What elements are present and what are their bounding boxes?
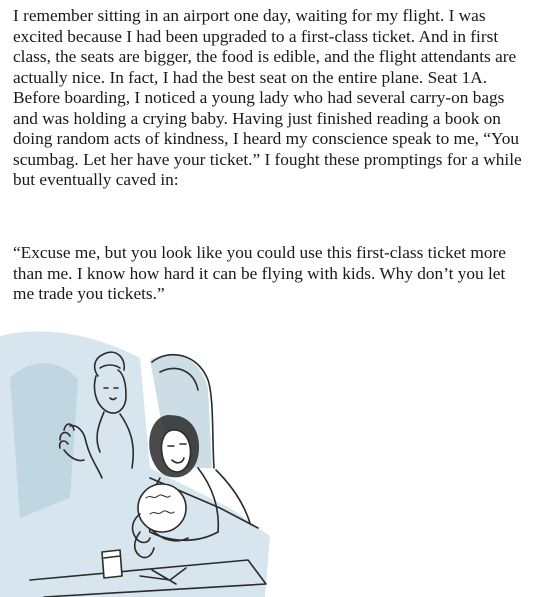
seat-shading: [0, 331, 270, 597]
story-paragraph-1: I remember sitting in an airport one day, waiting for my flight. I was excited because I had been upgraded to a first-class ticket. And in first class, the seats are bigger, the food is edible, and the flight attendants are actually nice. In fact, I had the best seat on the entire plane. Seat 1A. Before boarding, I noticed a young lady who had several carry-on bags and was holding a crying baby. Having just finished reading a book on doing random acts of kindness, I heard my conscience speak to me, “You scumbag. Let her have your ticket.” I fought these promptings for a while but eventually caved in:: [13, 6, 522, 189]
story-paragraph-2: “Excuse me, but you look like you could use this first-class ticket more than me. I know how hard it can be flying with kids. Why don’t you let me trade you tickets.”: [13, 243, 506, 303]
illustration-image: [0, 318, 272, 597]
